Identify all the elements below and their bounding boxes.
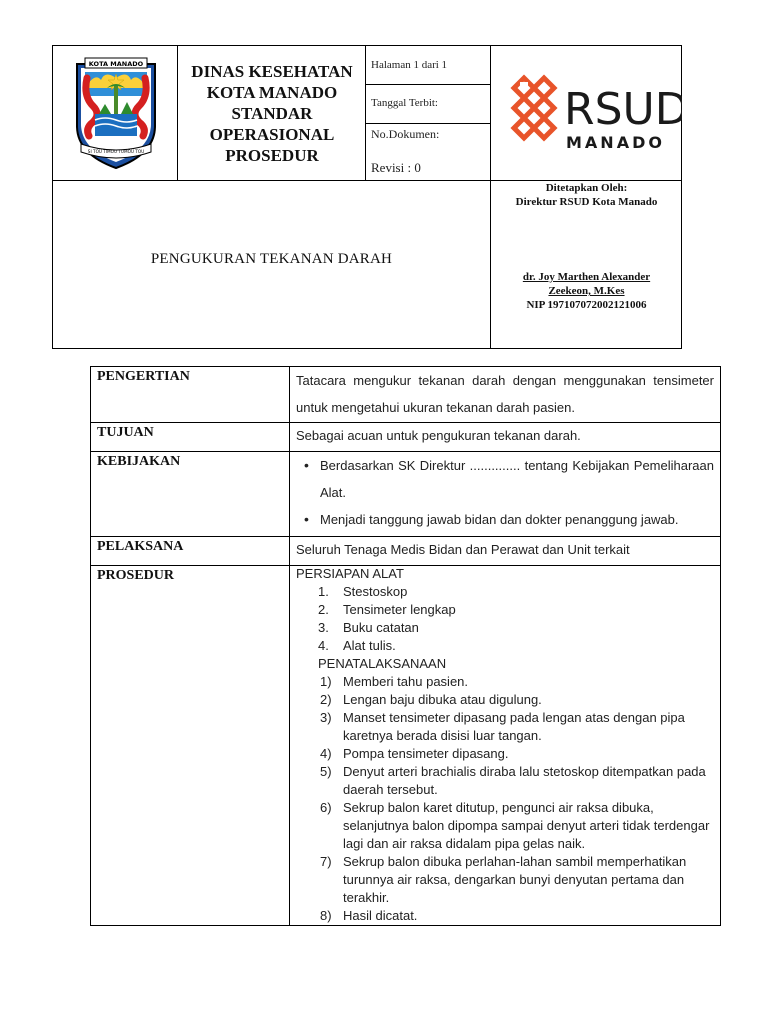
row-value	[290, 367, 721, 423]
tujuan-text: Sebagai acuan untuk pengukuran tekanan darah.	[296, 428, 581, 443]
persiapan-list	[296, 583, 714, 655]
agency-title	[179, 46, 365, 180]
table-row	[91, 566, 721, 926]
title-line: OPERASIONAL	[209, 124, 335, 144]
title-line: KOTA MANADO	[206, 82, 338, 102]
svg-text:SI TOU TIMOU TUMOU TOU: SI TOU TIMOU TUMOU TOU	[87, 149, 145, 154]
list-item: 5) Denyut arteri brachialis diraba lalu stetoskop ditempatkan pada daerah tersebut.	[320, 764, 706, 797]
table-row	[91, 423, 721, 452]
list-item: 8) Hasil dicatat.	[320, 908, 418, 923]
list-item: 3. Buku catatan	[318, 620, 419, 635]
row-value	[290, 423, 721, 452]
list-item: 6) Sekrup balon karet ditutup, pengunci air raksa dibuka, selanjutnya balon dipompa sampai denyut arteri tidak terdengar lagi dan air raksa didalam pipa gelas naik.	[320, 800, 710, 851]
approval-line: Ditetapkan Oleh:	[545, 182, 628, 194]
row-label: PELAKSANA	[91, 537, 290, 566]
table-row	[91, 367, 721, 423]
svg-text:KOTA MANADO: KOTA MANADO	[88, 60, 144, 68]
divider	[365, 46, 366, 180]
signatory-nip: NIP 197107072002121006	[526, 299, 647, 311]
row-label: PENGERTIAN	[91, 367, 290, 423]
svg-text:MANADO: MANADO	[566, 133, 665, 152]
city-crest-logo	[53, 46, 178, 180]
doc-number-label: No.Dokumen:	[371, 127, 440, 141]
sop-table	[90, 366, 721, 926]
sop-header	[52, 45, 682, 349]
signatory-name: dr. Joy Marthen Alexander	[522, 271, 651, 283]
issue-date-label: Tanggal Terbit:	[371, 97, 438, 109]
list-item: 4) Pompa tensimeter dipasang.	[320, 746, 509, 761]
divider	[365, 123, 490, 124]
penatalaksanaan-list	[296, 673, 714, 925]
list-item: 7) Sekrup balon dibuka perlahan-lahan sambil memperhatikan turunnya air raksa, dengarkan bunyi denyutan pertama dan terakhir.	[320, 854, 687, 905]
section-title: PERSIAPAN ALAT	[296, 566, 404, 581]
approval-line: Direktur RSUD Kota Manado	[515, 196, 658, 208]
kebijakan-list	[296, 452, 714, 533]
list-item: 2) Lengan baju dibuka atau digulung.	[320, 692, 542, 707]
title-line: PROSEDUR	[225, 145, 319, 165]
rsud-logo-icon	[492, 46, 682, 180]
document-title	[53, 181, 490, 349]
revision-label: Revisi : 0	[371, 160, 421, 175]
approval-block	[491, 181, 682, 312]
list-item: 1) Memberi tahu pasien.	[320, 674, 469, 689]
table-row	[91, 452, 721, 537]
row-label: PROSEDUR	[91, 566, 290, 926]
row-label: TUJUAN	[91, 423, 290, 452]
rsud-logo	[492, 46, 682, 180]
document-title-text: PENGUKURAN TEKANAN DARAH	[150, 250, 393, 267]
row-label: KEBIJAKAN	[91, 452, 290, 537]
row-value	[290, 537, 721, 566]
svg-text:RSUD: RSUD	[564, 84, 682, 135]
list-item: 1. Stestoskop	[318, 584, 408, 599]
table-row	[91, 537, 721, 566]
list-item: 2. Tensimeter lengkap	[318, 602, 456, 617]
page-label: Halaman 1 dari 1	[371, 59, 448, 71]
list-item: • Menjadi tanggung jawab bidan dan dokter penanggung jawab.	[296, 506, 714, 533]
title-line: STANDAR	[231, 103, 313, 123]
list-item: • Berdasarkan SK Direktur .............. tentang Kebijakan Pemeliharaan Alat.	[296, 452, 714, 506]
section-title: PENATALAKSANAAN	[318, 656, 447, 671]
city-crest-icon	[71, 56, 161, 172]
list-item: 3) Manset tensimeter dipasang pada lengan atas dengan pipa karetnya berada disisi luar tangan.	[320, 710, 685, 743]
pengertian-text: Tatacara mengukur tekanan darah dengan menggunakan tensimeter untuk mengetahui ukuran tekanan darah pasien.	[296, 373, 714, 415]
pelaksana-text: Seluruh Tenaga Medis Bidan dan Perawat dan Unit terkait	[296, 542, 630, 557]
title-line: DINAS KESEHATAN	[191, 61, 353, 81]
row-value	[290, 452, 721, 537]
list-item: 4. Alat tulis.	[318, 638, 396, 653]
signatory-name: Zeekeon, M.Kes	[548, 285, 625, 297]
row-value	[290, 566, 721, 926]
divider	[365, 84, 490, 85]
